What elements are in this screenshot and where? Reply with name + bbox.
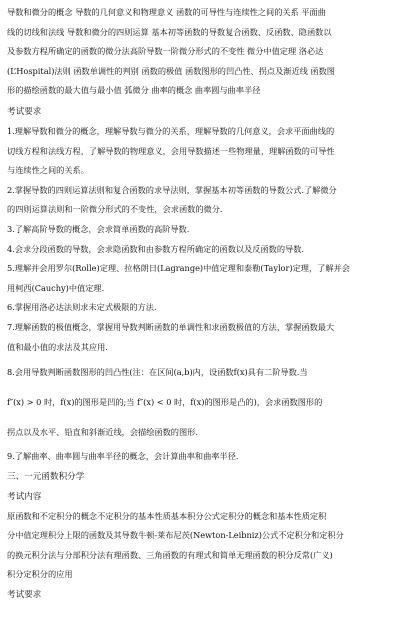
text-line: 用柯西(Cauchy)中值定理. <box>7 282 105 293</box>
section-heading-exam-contents: 考试内容 <box>7 491 42 502</box>
text-line: 积分定积分的应用 <box>7 569 73 580</box>
paragraph-req-4: 4.会求分段函数的导数，会求隐函数和由参数方程所确定的函数以及反函数的导数. <box>7 243 304 254</box>
text-line-concavity-formula: f″(x) > 0 时，f(x)的图形是凹的;当 f″(x) < 0 时，f(x)的图形是凸的)，会求函数图形的 <box>7 397 323 408</box>
text-line: 切线方程和法线方程，了解导数的物理意义，会用导数描述一些物理量，理解函数的可导性 <box>7 145 335 156</box>
paragraph-derivative-contents <box>7 3 411 101</box>
text-line: (L’Hospital)法则 函数单调性的判别 函数的极值 函数图形的凹凸性、拐点及渐近线 函数图 <box>7 65 335 76</box>
section-heading-integral-calculus: 三、一元函数积分学 <box>7 471 85 482</box>
text-line: 的四则运算法则和一阶微分形式的不变性，会求函数的微分. <box>7 204 223 215</box>
text-line: 2.掌握导数的四则运算法则和复合函数的求导法则，掌握基本初等函数的导数公式.了解微分 <box>7 184 337 195</box>
text-line: 形的描绘函数的最大值与最小值 弧微分 曲率的概念 曲率圆与曲率半径 <box>7 85 261 96</box>
text-line: 线的切线和法线 导数和微分的四则运算 基本初等函数的导数复合函数、反函数、隐函数以 <box>7 26 332 37</box>
text-line: 及参数方程所确定的函数的微分法高阶导数一阶微分形式的不变性 微分中值定理 洛必达 <box>7 46 324 57</box>
paragraph-req-3: 3.了解高阶导数的概念，会求简单函数的高阶导数. <box>7 223 190 234</box>
text-line: 导数和微分的概念 导数的几何意义和物理意义 函数的可导性与连续性之间的关系 平面曲 <box>7 7 326 17</box>
section-heading-exam-requirements-2: 考试要求 <box>7 590 42 601</box>
text-line-concavity-intro: 8.会用导数判断函数图形的凹凸性(注：在区间(a,b)内，设函数f(x)具有二阶导数.当 <box>7 367 308 378</box>
section-heading-exam-requirements: 考试要求 <box>7 106 42 117</box>
text-line: 的换元积分法与分部积分法有理函数、三角函数的有理式和简单无理函数的积分反常(广义) <box>7 549 333 560</box>
paragraph-req-8 <box>7 357 411 447</box>
paragraph-req-7 <box>7 318 411 357</box>
text-line: 与连续性之间的关系。 <box>7 165 89 176</box>
paragraph-req-2 <box>7 181 411 220</box>
text-line: 5.理解并会用罗尔(Rolle)定理、拉格朗日(Lagrange)中值定理和泰勒(Taylor)定理，了解并会 <box>7 263 350 274</box>
paragraph-req-1 <box>7 122 411 181</box>
text-line: 1.理解导数和微分的概念，理解导数与微分的关系，理解导数的几何意义，会求平面曲线的 <box>7 125 335 136</box>
paragraph-req-6: 6.掌握用洛必达法则求未定式极限的方法. <box>7 302 157 313</box>
paragraph-req-5 <box>7 259 411 298</box>
paragraph-integral-contents <box>7 507 411 585</box>
text-line: 7.理解函数的极值概念，掌握用导数判断函数的单调性和求函数极值的方法，掌握函数最大 <box>7 321 335 332</box>
text-line: 分中值定理积分上限的函数及其导数牛顿-莱布尼茨(Newton-Leibniz)公式不定积分和定积分 <box>7 530 344 541</box>
text-line: 值和最小值的求法及其应用. <box>7 341 108 352</box>
text-line-concavity-end: 拐点以及水平、铅直和斜渐近线，会描绘函数的图形. <box>7 427 198 438</box>
paragraph-req-9: 9.了解曲率、曲率圆与曲率半径的概念，会计算曲率和曲率半径. <box>7 451 239 462</box>
text-line: 原函数和不定积分的概念不定积分的基本性质基本积分公式定积分的概念和基本性质定积 <box>7 510 327 521</box>
